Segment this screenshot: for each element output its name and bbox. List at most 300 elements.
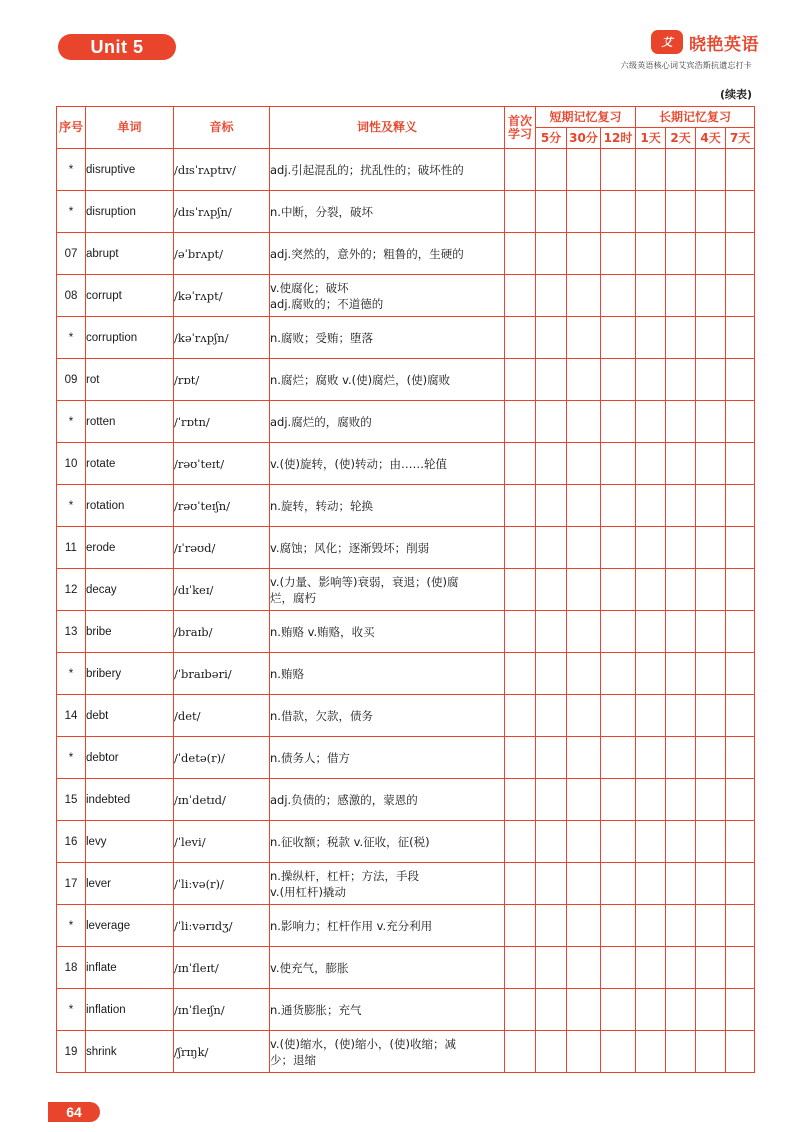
- long-term-check-cell: [726, 611, 755, 653]
- definition-cell: [270, 695, 505, 737]
- long-term-check-cell: [666, 527, 696, 569]
- row-number: 09: [57, 359, 86, 401]
- long-term-check-cell: [726, 443, 755, 485]
- row-number: *: [57, 653, 86, 695]
- short-term-check-cell: [601, 737, 636, 779]
- first-study-check-cell: [505, 401, 536, 443]
- phonetic-cell: /dɪsˈrʌpʃn/: [174, 191, 270, 233]
- phonetic-cell: /ʃrɪŋk/: [174, 1031, 270, 1073]
- long-term-check-cell: [666, 611, 696, 653]
- long-term-check-cell: [666, 569, 696, 611]
- word-cell: disruptive: [86, 149, 174, 191]
- word-cell: inflation: [86, 989, 174, 1031]
- header-long-col: 4天: [696, 128, 726, 149]
- short-term-check-cell: [567, 947, 601, 989]
- short-term-check-cell: [567, 569, 601, 611]
- phonetic-cell: /kəˈrʌpt/: [174, 275, 270, 317]
- long-term-check-cell: [726, 821, 755, 863]
- short-term-check-cell: [601, 275, 636, 317]
- long-term-check-cell: [666, 317, 696, 359]
- long-term-check-cell: [636, 905, 666, 947]
- short-term-check-cell: [601, 779, 636, 821]
- long-term-check-cell: [666, 653, 696, 695]
- definition-line: v.(力量、影响等)衰弱，衰退；(使)腐: [270, 574, 459, 589]
- long-term-check-cell: [636, 653, 666, 695]
- definition-line: adj.引起混乱的；扰乱性的；破坏性的: [270, 162, 464, 177]
- long-term-check-cell: [696, 947, 726, 989]
- short-term-check-cell: [536, 611, 567, 653]
- long-term-check-cell: [636, 569, 666, 611]
- long-term-check-cell: [636, 401, 666, 443]
- header-long-col: 1天: [636, 128, 666, 149]
- definition-line: n.债务人；借方: [270, 750, 350, 765]
- brand-name: 晓艳英语: [689, 35, 759, 55]
- word-cell: bribe: [86, 611, 174, 653]
- short-term-check-cell: [536, 1031, 567, 1073]
- definition-line: n.借款，欠款，债务: [270, 708, 373, 723]
- long-term-check-cell: [696, 611, 726, 653]
- short-term-check-cell: [536, 653, 567, 695]
- page-subtitle: 六级英语核心词艾宾浩斯抗遗忘打卡: [620, 61, 752, 70]
- short-term-check-cell: [601, 233, 636, 275]
- definition-line: v.(使)缩水，(使)缩小，(使)收缩；减: [270, 1036, 456, 1051]
- short-term-check-cell: [601, 527, 636, 569]
- long-term-check-cell: [726, 149, 755, 191]
- header-word: 单词: [86, 107, 174, 149]
- short-term-check-cell: [567, 485, 601, 527]
- definition-line: adj.负债的；感激的，蒙恩的: [270, 792, 418, 807]
- long-term-check-cell: [696, 275, 726, 317]
- word-cell: levy: [86, 821, 174, 863]
- definition-cell: [270, 905, 505, 947]
- first-study-check-cell: [505, 569, 536, 611]
- short-term-check-cell: [567, 779, 601, 821]
- table-row: [57, 1031, 755, 1073]
- table-row: [57, 779, 755, 821]
- short-term-check-cell: [536, 989, 567, 1031]
- phonetic-cell: /ˈdetə(r)/: [174, 737, 270, 779]
- definition-line: n.征收额；税款 v.征收，征(税): [270, 834, 430, 849]
- definition-line: n.贿赂 v.贿赂，收买: [270, 624, 375, 639]
- long-term-check-cell: [696, 317, 726, 359]
- word-cell: decay: [86, 569, 174, 611]
- continued-label: (续表): [719, 88, 752, 101]
- first-study-check-cell: [505, 737, 536, 779]
- first-study-check-cell: [505, 1031, 536, 1073]
- word-cell: debt: [86, 695, 174, 737]
- row-number: *: [57, 989, 86, 1031]
- long-term-check-cell: [696, 989, 726, 1031]
- word-cell: rotate: [86, 443, 174, 485]
- long-term-check-cell: [666, 401, 696, 443]
- row-number: 13: [57, 611, 86, 653]
- long-term-check-cell: [666, 233, 696, 275]
- phonetic-cell: /ˈbraɪbəri/: [174, 653, 270, 695]
- definition-cell: [270, 737, 505, 779]
- long-term-check-cell: [726, 1031, 755, 1073]
- short-term-check-cell: [567, 527, 601, 569]
- table-row: [57, 653, 755, 695]
- long-term-check-cell: [666, 863, 696, 905]
- long-term-check-cell: [666, 1031, 696, 1073]
- short-term-check-cell: [601, 317, 636, 359]
- long-term-check-cell: [696, 653, 726, 695]
- long-term-check-cell: [636, 275, 666, 317]
- definition-cell: [270, 611, 505, 653]
- long-term-check-cell: [726, 653, 755, 695]
- definition-cell: [270, 779, 505, 821]
- long-term-check-cell: [636, 779, 666, 821]
- header-long-term: 长期记忆复习: [636, 107, 755, 128]
- definition-line: n.贿赂: [270, 666, 304, 681]
- long-term-check-cell: [696, 1031, 726, 1073]
- table-row: [57, 527, 755, 569]
- short-term-check-cell: [536, 233, 567, 275]
- definition-cell: [270, 989, 505, 1031]
- table-row: [57, 233, 755, 275]
- long-term-check-cell: [726, 191, 755, 233]
- header-short-col: 12时: [601, 128, 636, 149]
- header-definition: 词性及释义: [270, 107, 505, 149]
- first-study-check-cell: [505, 611, 536, 653]
- long-term-check-cell: [666, 275, 696, 317]
- long-term-check-cell: [636, 485, 666, 527]
- definition-line: n.腐烂；腐败 v.(使)腐烂，(使)腐败: [270, 372, 451, 387]
- word-cell: lever: [86, 863, 174, 905]
- short-term-check-cell: [601, 569, 636, 611]
- first-study-check-cell: [505, 821, 536, 863]
- long-term-check-cell: [636, 947, 666, 989]
- long-term-check-cell: [636, 611, 666, 653]
- long-term-check-cell: [696, 779, 726, 821]
- long-term-check-cell: [726, 569, 755, 611]
- short-term-check-cell: [567, 149, 601, 191]
- definition-line: 少；退缩: [270, 1052, 316, 1067]
- long-term-check-cell: [696, 863, 726, 905]
- short-term-check-cell: [536, 863, 567, 905]
- first-study-check-cell: [505, 527, 536, 569]
- row-number: *: [57, 737, 86, 779]
- long-term-check-cell: [666, 443, 696, 485]
- phonetic-cell: /ˈrɒtn/: [174, 401, 270, 443]
- definition-cell: [270, 233, 505, 275]
- table-row: [57, 275, 755, 317]
- long-term-check-cell: [696, 485, 726, 527]
- row-number: 17: [57, 863, 86, 905]
- short-term-check-cell: [536, 905, 567, 947]
- table-row: [57, 569, 755, 611]
- definition-cell: [270, 527, 505, 569]
- long-term-check-cell: [636, 317, 666, 359]
- definition-line: v.腐蚀；风化；逐渐毁坏；削弱: [270, 540, 430, 555]
- phonetic-cell: /ˈliːvə(r)/: [174, 863, 270, 905]
- short-term-check-cell: [567, 443, 601, 485]
- long-term-check-cell: [666, 779, 696, 821]
- definition-line: n.中断，分裂，破坏: [270, 204, 373, 219]
- definition-line: v.(使)旋转，(使)转动；由……轮值: [270, 456, 448, 471]
- phonetic-cell: /ɪnˈfleɪʃn/: [174, 989, 270, 1031]
- phonetic-cell: /ɪnˈdetɪd/: [174, 779, 270, 821]
- page-number: 64: [48, 1102, 100, 1122]
- definition-cell: [270, 485, 505, 527]
- definition-cell: [270, 821, 505, 863]
- phonetic-cell: /ˈlevi/: [174, 821, 270, 863]
- definition-line: 烂，腐朽: [270, 590, 316, 605]
- long-term-check-cell: [726, 863, 755, 905]
- row-number: *: [57, 317, 86, 359]
- long-term-check-cell: [636, 1031, 666, 1073]
- row-number: *: [57, 149, 86, 191]
- short-term-check-cell: [536, 359, 567, 401]
- word-cell: rotation: [86, 485, 174, 527]
- short-term-check-cell: [567, 359, 601, 401]
- short-term-check-cell: [601, 653, 636, 695]
- table-row: [57, 191, 755, 233]
- definition-cell: [270, 401, 505, 443]
- first-study-check-cell: [505, 695, 536, 737]
- word-cell: leverage: [86, 905, 174, 947]
- short-term-check-cell: [601, 443, 636, 485]
- word-cell: rotten: [86, 401, 174, 443]
- word-cell: corruption: [86, 317, 174, 359]
- first-study-check-cell: [505, 149, 536, 191]
- table-row: [57, 947, 755, 989]
- short-term-check-cell: [567, 653, 601, 695]
- definition-line: n.影响力；杠杆作用 v.充分利用: [270, 918, 433, 933]
- short-term-check-cell: [601, 863, 636, 905]
- short-term-check-cell: [567, 1031, 601, 1073]
- row-number: 10: [57, 443, 86, 485]
- definition-cell: [270, 569, 505, 611]
- definition-cell: [270, 947, 505, 989]
- short-term-check-cell: [536, 569, 567, 611]
- vocabulary-table: [56, 106, 755, 1073]
- long-term-check-cell: [636, 233, 666, 275]
- word-cell: shrink: [86, 1031, 174, 1073]
- long-term-check-cell: [696, 401, 726, 443]
- long-term-check-cell: [666, 737, 696, 779]
- long-term-check-cell: [636, 695, 666, 737]
- first-study-check-cell: [505, 359, 536, 401]
- phonetic-cell: /rəʊˈteɪt/: [174, 443, 270, 485]
- long-term-check-cell: [726, 737, 755, 779]
- long-term-check-cell: [696, 905, 726, 947]
- table-row: [57, 401, 755, 443]
- word-cell: debtor: [86, 737, 174, 779]
- long-term-check-cell: [666, 191, 696, 233]
- short-term-check-cell: [536, 401, 567, 443]
- row-number: 14: [57, 695, 86, 737]
- long-term-check-cell: [666, 905, 696, 947]
- short-term-check-cell: [567, 905, 601, 947]
- long-term-check-cell: [636, 863, 666, 905]
- table-row: [57, 149, 755, 191]
- definition-line: v.使充气，膨胀: [270, 960, 349, 975]
- header-phonetic: 音标: [174, 107, 270, 149]
- long-term-check-cell: [636, 989, 666, 1031]
- long-term-check-cell: [726, 485, 755, 527]
- table-row: [57, 611, 755, 653]
- phonetic-cell: /rɒt/: [174, 359, 270, 401]
- long-term-check-cell: [696, 149, 726, 191]
- row-number: 15: [57, 779, 86, 821]
- long-term-check-cell: [696, 359, 726, 401]
- header-short-term: 短期记忆复习: [536, 107, 636, 128]
- phonetic-cell: /braɪb/: [174, 611, 270, 653]
- short-term-check-cell: [567, 317, 601, 359]
- short-term-check-cell: [601, 695, 636, 737]
- definition-cell: [270, 149, 505, 191]
- long-term-check-cell: [726, 233, 755, 275]
- short-term-check-cell: [536, 947, 567, 989]
- first-study-check-cell: [505, 191, 536, 233]
- definition-line: n.操纵杆，杠杆；方法，手段: [270, 868, 419, 883]
- short-term-check-cell: [567, 191, 601, 233]
- definition-line: n.通货膨胀；充气: [270, 1002, 362, 1017]
- definition-cell: [270, 1031, 505, 1073]
- brand-logo-icon: 艾: [651, 30, 683, 54]
- definition-line: n.旋转，转动；轮换: [270, 498, 373, 513]
- phonetic-cell: /kəˈrʌpʃn/: [174, 317, 270, 359]
- phonetic-cell: /ɪnˈfleɪt/: [174, 947, 270, 989]
- table-row: [57, 821, 755, 863]
- word-cell: abrupt: [86, 233, 174, 275]
- header-long-col: 7天: [726, 128, 755, 149]
- short-term-check-cell: [536, 695, 567, 737]
- first-study-check-cell: [505, 905, 536, 947]
- long-term-check-cell: [726, 905, 755, 947]
- long-term-check-cell: [696, 233, 726, 275]
- header-short-col: 30分: [567, 128, 601, 149]
- long-term-check-cell: [636, 443, 666, 485]
- short-term-check-cell: [601, 989, 636, 1031]
- short-term-check-cell: [536, 191, 567, 233]
- long-term-check-cell: [636, 737, 666, 779]
- long-term-check-cell: [636, 359, 666, 401]
- long-term-check-cell: [636, 149, 666, 191]
- word-cell: rot: [86, 359, 174, 401]
- phonetic-cell: /ɪˈrəʊd/: [174, 527, 270, 569]
- row-number: 11: [57, 527, 86, 569]
- long-term-check-cell: [696, 569, 726, 611]
- short-term-check-cell: [601, 401, 636, 443]
- definition-cell: [270, 191, 505, 233]
- short-term-check-cell: [567, 737, 601, 779]
- row-number: 08: [57, 275, 86, 317]
- table-row: [57, 905, 755, 947]
- long-term-check-cell: [696, 695, 726, 737]
- long-term-check-cell: [666, 149, 696, 191]
- short-term-check-cell: [601, 191, 636, 233]
- definition-cell: [270, 317, 505, 359]
- short-term-check-cell: [567, 275, 601, 317]
- phonetic-cell: /dɪˈkeɪ/: [174, 569, 270, 611]
- short-term-check-cell: [536, 443, 567, 485]
- short-term-check-cell: [567, 989, 601, 1031]
- table-row: [57, 443, 755, 485]
- table-row: [57, 359, 755, 401]
- long-term-check-cell: [726, 695, 755, 737]
- header-first-study: 首次学习: [505, 107, 536, 149]
- short-term-check-cell: [567, 863, 601, 905]
- long-term-check-cell: [726, 401, 755, 443]
- table-row: [57, 695, 755, 737]
- header-long-col: 2天: [666, 128, 696, 149]
- long-term-check-cell: [696, 527, 726, 569]
- definition-line: n.腐败；受贿；堕落: [270, 330, 373, 345]
- definition-line: v.使腐化；破坏: [270, 280, 349, 295]
- short-term-check-cell: [601, 359, 636, 401]
- long-term-check-cell: [726, 989, 755, 1031]
- row-number: 07: [57, 233, 86, 275]
- word-cell: corrupt: [86, 275, 174, 317]
- row-number: 19: [57, 1031, 86, 1073]
- row-number: 18: [57, 947, 86, 989]
- long-term-check-cell: [666, 821, 696, 863]
- first-study-check-cell: [505, 989, 536, 1031]
- long-term-check-cell: [666, 485, 696, 527]
- definition-line: v.(用杠杆)撬动: [270, 884, 347, 899]
- row-number: *: [57, 401, 86, 443]
- first-study-check-cell: [505, 653, 536, 695]
- long-term-check-cell: [726, 275, 755, 317]
- short-term-check-cell: [567, 695, 601, 737]
- long-term-check-cell: [666, 947, 696, 989]
- first-study-check-cell: [505, 947, 536, 989]
- long-term-check-cell: [726, 359, 755, 401]
- phonetic-cell: /dɪsˈrʌptɪv/: [174, 149, 270, 191]
- short-term-check-cell: [536, 527, 567, 569]
- short-term-check-cell: [536, 779, 567, 821]
- short-term-check-cell: [601, 149, 636, 191]
- row-number: 16: [57, 821, 86, 863]
- long-term-check-cell: [696, 191, 726, 233]
- long-term-check-cell: [696, 821, 726, 863]
- long-term-check-cell: [726, 779, 755, 821]
- first-study-check-cell: [505, 443, 536, 485]
- long-term-check-cell: [726, 317, 755, 359]
- definition-cell: [270, 653, 505, 695]
- short-term-check-cell: [567, 611, 601, 653]
- long-term-check-cell: [666, 695, 696, 737]
- long-term-check-cell: [726, 527, 755, 569]
- short-term-check-cell: [536, 737, 567, 779]
- header-index: 序号: [57, 107, 86, 149]
- definition-cell: [270, 359, 505, 401]
- short-term-check-cell: [601, 821, 636, 863]
- first-study-check-cell: [505, 863, 536, 905]
- definition-line: adj.突然的，意外的；粗鲁的，生硬的: [270, 246, 464, 261]
- first-study-check-cell: [505, 779, 536, 821]
- word-cell: disruption: [86, 191, 174, 233]
- short-term-check-cell: [601, 485, 636, 527]
- long-term-check-cell: [636, 527, 666, 569]
- vocabulary-body: [57, 149, 755, 1073]
- short-term-check-cell: [536, 317, 567, 359]
- definition-line: adj.腐烂的，腐败的: [270, 414, 372, 429]
- table-row: [57, 863, 755, 905]
- row-number: 12: [57, 569, 86, 611]
- word-cell: inflate: [86, 947, 174, 989]
- long-term-check-cell: [696, 737, 726, 779]
- table-row: [57, 485, 755, 527]
- long-term-check-cell: [666, 359, 696, 401]
- table-row: [57, 989, 755, 1031]
- short-term-check-cell: [536, 149, 567, 191]
- long-term-check-cell: [666, 989, 696, 1031]
- word-cell: indebted: [86, 779, 174, 821]
- long-term-check-cell: [636, 821, 666, 863]
